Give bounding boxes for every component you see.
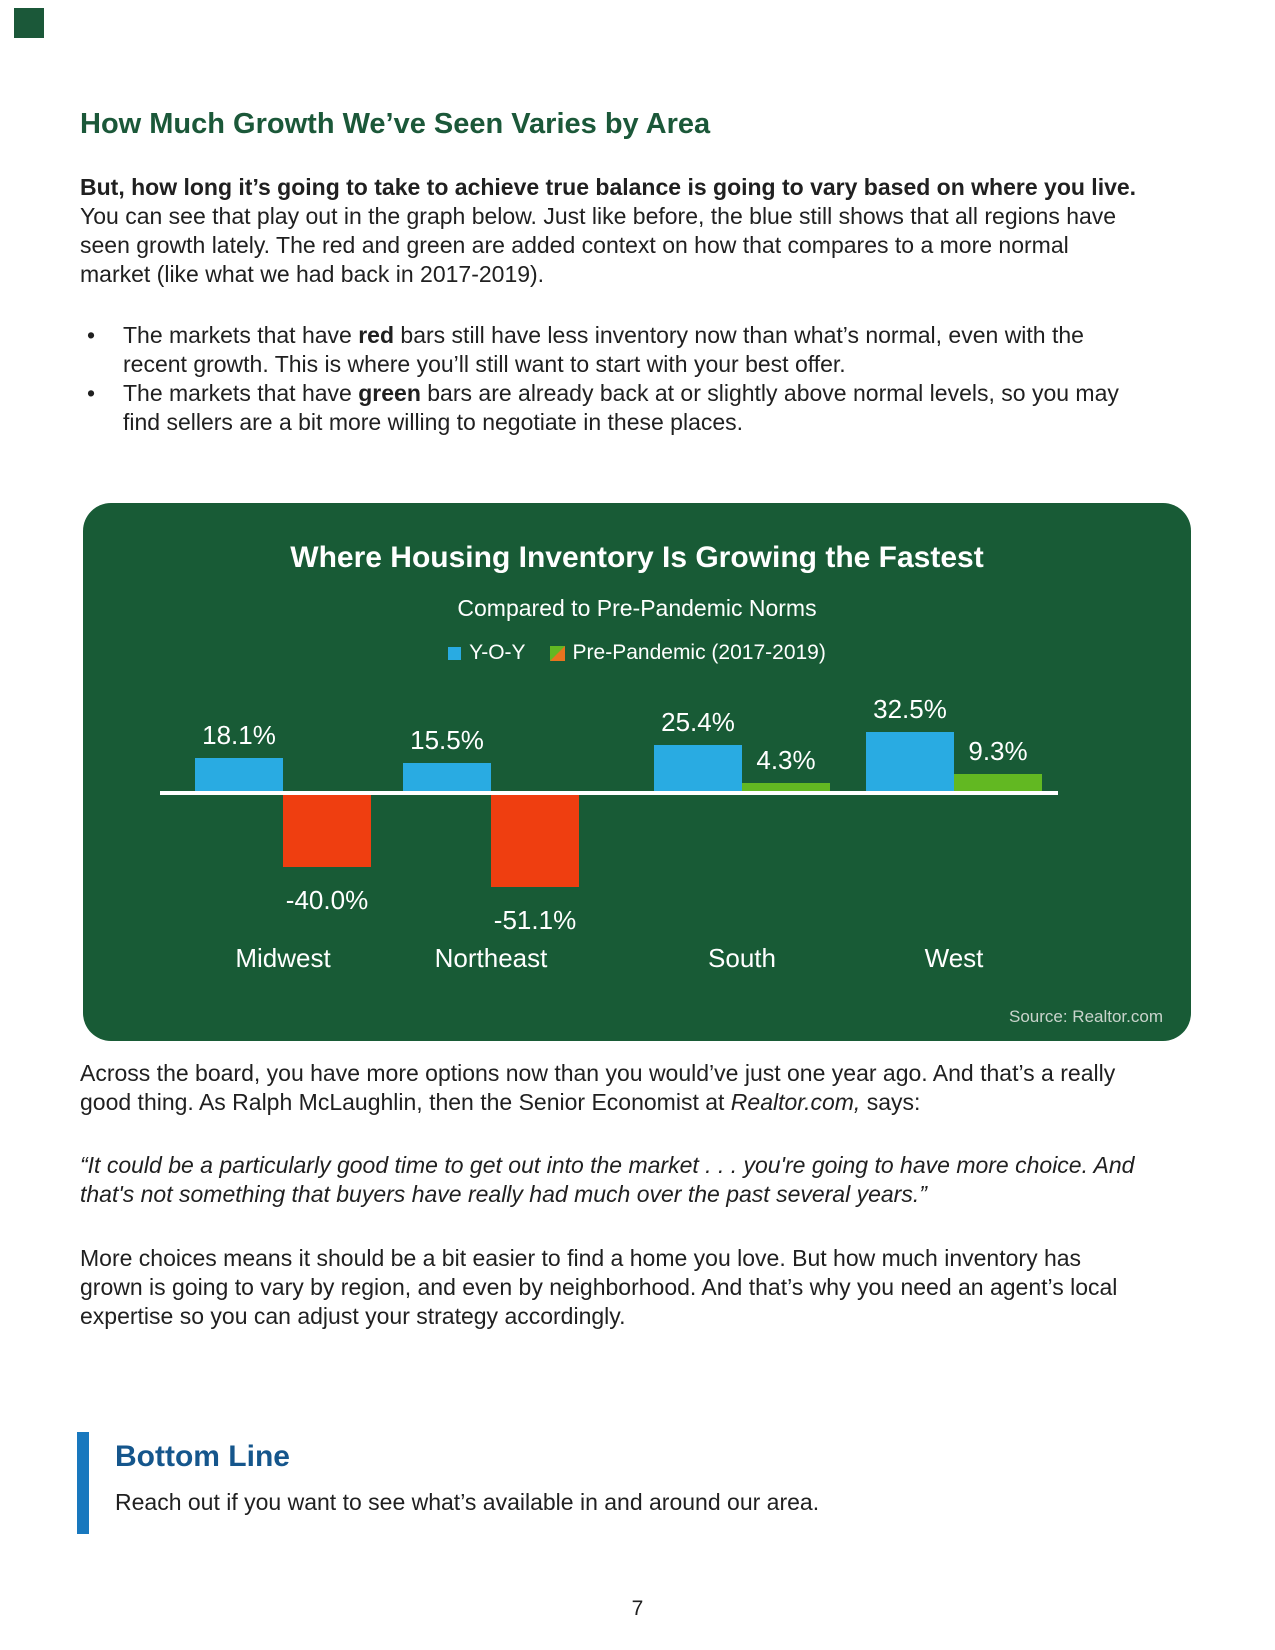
bar-value-yoy-midwest: 18.1% (202, 720, 276, 750)
bar-yoy-south (654, 745, 742, 791)
bar-value-pre-midwest: -40.0% (285, 885, 369, 915)
bullet-red-markets (80, 321, 1140, 379)
chart-plot (83, 503, 1191, 1041)
page-title: How Much Growth We’ve Seen Varies by Area (80, 108, 711, 140)
bar-value-pre-west: 9.3% (968, 736, 1028, 766)
across-after: says: (860, 1089, 921, 1115)
across-paragraph (80, 1059, 1140, 1117)
closing-paragraph: More choices means it should be a bit easier to find a home you love. But how much inventory has grown is going to vary by region, and even by neighborhood. And that’s why you need an agent’s local expertise so you can adjust your strategy accordingly. (80, 1245, 1118, 1329)
category-label-northeast: Northeast (434, 943, 548, 973)
bar-pre-pandemic-south (742, 783, 830, 791)
bullet-1-after: bars still have less inventory now than what’s normal, even with the recent growth. This is where you’ll still want to start with your best offer. (123, 322, 1084, 377)
bar-pre-pandemic-northeast (491, 795, 579, 887)
bullet-2-after: bars are already back at or slightly above normal levels, so you may find sellers are a bit more willing to negotiate in these places. (123, 380, 1119, 435)
bullet-2-bold-word: green (358, 380, 421, 406)
corner-logo-mark (14, 8, 44, 38)
category-label-midwest: Midwest (235, 943, 331, 973)
chart-source: Source: Realtor.com (1008, 1007, 1163, 1026)
bar-yoy-midwest (195, 758, 283, 791)
bar-value-yoy-west: 32.5% (873, 694, 947, 724)
bullet-1-bold-word: red (358, 322, 395, 348)
bar-value-pre-south: 4.3% (756, 745, 816, 775)
realtor-com-italic: Realtor.com, (730, 1089, 861, 1115)
quote-paragraph: “It could be a particularly good time to get out into the market . . . you're going to have more choice. And that's not something that buyers have really had much over the past several years.” (80, 1152, 1135, 1207)
category-label-south: South (708, 943, 776, 973)
page-number: 7 (631, 1597, 644, 1620)
chart-card (83, 503, 1191, 1041)
bottom-line-title: Bottom Line (115, 1440, 290, 1473)
bar-value-pre-northeast: -51.1% (493, 905, 577, 935)
bottom-line-section (77, 1432, 1136, 1517)
intro-paragraph (80, 173, 1140, 289)
chart-title: Where Housing Inventory Is Growing the Fastest (290, 541, 984, 574)
x-axis-line (160, 791, 1058, 795)
pre-pandemic-legend-label: Pre-Pandemic (2017-2019) (572, 641, 826, 664)
bar-pre-pandemic-midwest (283, 795, 371, 867)
bullet-1-before: The markets that have (123, 322, 359, 348)
bar-yoy-northeast (403, 763, 491, 791)
across-before: Across the board, you have more options now than you would’ve just one year ago. And that’s a really good thing. As Ralph McLaughlin, then the Senior Economist at (80, 1060, 1116, 1115)
bar-value-yoy-south: 25.4% (661, 707, 735, 737)
bottom-line-text: Reach out if you want to see what’s available in and around our area. (115, 1489, 820, 1515)
bar-yoy-west (866, 732, 954, 791)
intro-rest-text: You can see that play out in the graph below. Just like before, the blue still shows that all regions have seen growth lately. The red and green are added context on how that compares to a more normal market (like what we had back in 2017-2019). (80, 203, 1117, 287)
bar-pre-pandemic-west (954, 774, 1042, 791)
bullet-2-before: The markets that have (123, 380, 359, 406)
chart-subtitle: Compared to Pre-Pandemic Norms (457, 595, 817, 621)
bullet-list (80, 321, 1140, 437)
bottom-line-accent-bar (77, 1432, 89, 1534)
bar-value-yoy-northeast: 15.5% (410, 725, 484, 755)
category-label-west: West (924, 943, 984, 973)
bullet-green-markets (80, 379, 1140, 437)
intro-bold-text: But, how long it’s going to take to achieve true balance is going to vary based on where you live. (80, 174, 1137, 200)
yoy-legend-label: Y-O-Y (469, 641, 526, 664)
